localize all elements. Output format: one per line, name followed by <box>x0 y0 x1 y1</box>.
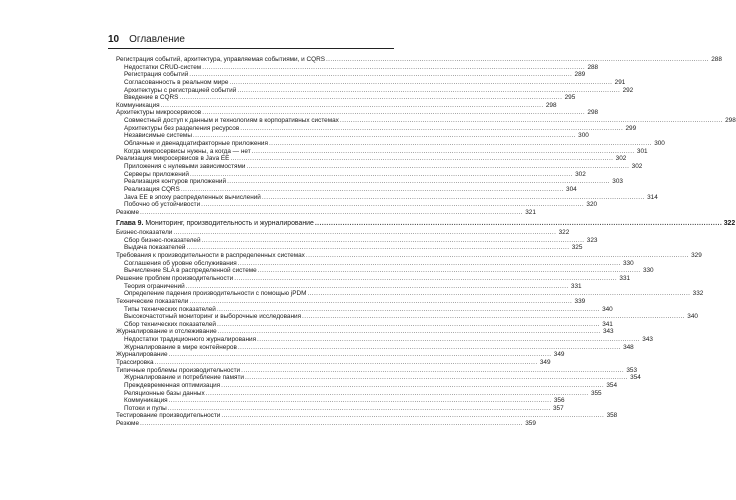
toc-page-number: 295 <box>564 94 576 102</box>
toc-page-number: 354 <box>630 374 641 382</box>
dot-leader <box>269 140 652 148</box>
toc-entry-title: Выдача показателей <box>124 244 186 252</box>
toc-entry-title: Трассировка <box>116 358 154 366</box>
toc-entry-title: Введение в CQRS <box>124 94 179 102</box>
header-rule <box>108 48 394 49</box>
toc-entry <box>116 343 634 352</box>
dot-leader <box>206 390 589 398</box>
toc-entry <box>116 389 602 398</box>
toc-page-number: 357 <box>552 404 564 412</box>
dot-leader <box>257 336 640 344</box>
toc-page-number: 300 <box>578 132 589 140</box>
dot-leader <box>234 275 617 283</box>
toc-entry-title: Тестирование производительности <box>116 412 221 420</box>
toc-entry-title: Согласованность в реальном мире <box>124 78 229 86</box>
toc-page-number: 300 <box>654 140 665 148</box>
toc-entry-title: Журналирование <box>116 351 168 359</box>
toc-page-number: 302 <box>575 170 586 178</box>
dot-leader <box>186 283 569 291</box>
dot-leader <box>238 260 621 268</box>
toc-entry <box>116 412 618 420</box>
toc-entry-title: Java EE в эпоху распределенных вычислений <box>124 193 261 201</box>
toc-entry-title: Недостатки CRUD-систем <box>124 63 202 71</box>
toc-entry-title: Реализация CQRS <box>124 185 180 193</box>
toc-entry-title: Журналирование в мире контейнеров <box>124 343 237 351</box>
toc-entry-title <box>116 220 314 228</box>
dot-leader <box>189 71 572 79</box>
dot-leader <box>326 56 709 64</box>
dot-leader <box>240 125 623 133</box>
dot-leader <box>202 237 585 245</box>
dot-leader <box>241 367 624 375</box>
chapter-label: Глава 9. <box>116 220 144 228</box>
toc-page-number: 302 <box>631 162 643 170</box>
toc-entry <box>116 274 631 283</box>
toc-entry <box>116 178 623 186</box>
toc-entry <box>116 229 570 237</box>
toc-entry <box>116 351 565 359</box>
toc-page-number: 331 <box>570 282 582 290</box>
toc-page-number: 298 <box>545 101 557 109</box>
toc-entry <box>116 117 736 125</box>
toc-entry-title: Коммуникация <box>124 397 168 405</box>
dot-leader <box>202 64 585 72</box>
dot-leader <box>161 102 544 110</box>
toc-entry-title: Решение проблем производительности <box>116 274 234 282</box>
toc-entry <box>116 208 536 217</box>
toc-page-number: 330 <box>622 259 634 267</box>
dot-leader <box>140 420 523 428</box>
chapter-title: Мониторинг, производительность и журналирование <box>143 220 314 228</box>
toc-page-number: 354 <box>606 381 618 389</box>
toc-entry <box>116 147 648 156</box>
page-number: 10 <box>108 34 120 45</box>
toc-page-number: 303 <box>612 178 623 186</box>
toc-page-number: 322 <box>723 220 736 228</box>
dot-leader <box>201 201 584 209</box>
toc-page-number: 299 <box>625 124 637 132</box>
toc-page-number: 349 <box>539 358 551 366</box>
toc-entry <box>116 313 698 321</box>
dot-leader <box>140 209 523 217</box>
dot-leader <box>245 374 628 382</box>
toc-entry <box>116 336 653 344</box>
dot-leader <box>189 298 572 306</box>
toc-page-number: 321 <box>525 208 536 216</box>
toc-entry <box>116 124 637 133</box>
toc-page-number: 320 <box>586 201 598 209</box>
toc-entry-title: Соглашения об уровне обслуживания <box>124 259 237 267</box>
toc-page-number: 341 <box>602 320 613 328</box>
toc-entry <box>116 420 536 428</box>
dot-leader <box>155 359 538 367</box>
dot-leader <box>181 186 564 194</box>
running-title: Оглавление <box>129 34 185 45</box>
toc-entry <box>116 290 704 298</box>
dot-leader <box>168 405 551 413</box>
toc-entry-title: Высокочастотный мониторинг и выборочные исследования <box>124 313 302 321</box>
toc-entry <box>116 404 564 413</box>
toc-entry-title: Регистрация событий, архитектура, управляемая событиями, и CQRS <box>116 56 325 63</box>
toc-entry <box>116 101 557 110</box>
toc-entry-title: Архитектуры без разделения ресурсов <box>124 124 240 132</box>
running-header <box>108 33 394 47</box>
toc-page-number: 339 <box>574 297 586 305</box>
toc-entry <box>116 282 582 291</box>
toc-entry-title: Журналирование и потребление памяти <box>124 374 244 382</box>
toc-entry <box>116 132 589 140</box>
dot-leader <box>315 220 722 228</box>
toc-entry-title: Приложения с нулевыми зависимостями <box>124 162 246 170</box>
toc-page-number: 301 <box>636 147 648 155</box>
dot-leader <box>221 412 604 420</box>
toc-entry <box>116 328 614 336</box>
toc-entry <box>116 320 613 329</box>
toc-page-number: 355 <box>590 389 602 397</box>
toc-entry-title: Теория ограничений <box>124 282 185 290</box>
toc-entry-title: Реализация микросервисов в Java EE <box>116 155 230 163</box>
toc-page-number: 329 <box>691 252 702 260</box>
toc-entry-title: Сбор бизнес-показателей <box>124 236 201 244</box>
toc-entry <box>116 358 551 367</box>
dot-leader <box>302 313 685 321</box>
dot-leader <box>169 397 552 405</box>
toc-page-number: 292 <box>622 86 634 94</box>
toc-entry <box>116 244 583 252</box>
toc-entry-title: Типы технических показателей <box>124 305 216 313</box>
toc-page-number: 314 <box>647 193 658 201</box>
dot-leader <box>229 79 612 87</box>
toc-entry <box>116 374 641 382</box>
toc-entry-title: Требования к производительности в распределенных системах <box>116 252 305 260</box>
toc-page-number: 298 <box>587 109 599 117</box>
toc-page-number: 331 <box>619 274 631 282</box>
dot-leader <box>218 328 601 336</box>
toc-entry <box>116 267 654 275</box>
toc-page-number: 356 <box>553 397 565 405</box>
toc-entry <box>116 86 634 95</box>
dot-leader <box>221 382 604 390</box>
toc-page-number: 353 <box>626 366 638 374</box>
dot-leader <box>186 244 569 252</box>
dot-leader <box>169 351 552 359</box>
toc-entry-title: Технические показатели <box>116 297 189 305</box>
toc-page-number: 340 <box>687 313 698 321</box>
toc-entry-title: Когда микросервисы нужны, а когда — нет <box>124 147 251 155</box>
toc-entry <box>116 109 599 117</box>
dot-leader <box>262 194 645 202</box>
dot-leader <box>258 267 641 275</box>
toc-entry-title: Резюме <box>116 420 139 428</box>
toc-entry-title: Реализация контуров приложений <box>124 178 227 186</box>
toc-chapter-entry <box>116 220 736 228</box>
dot-leader <box>179 94 562 102</box>
toc-page-number: 302 <box>615 155 627 163</box>
toc-page-number: 325 <box>571 244 583 252</box>
dot-leader <box>238 344 621 352</box>
dot-leader <box>307 290 690 298</box>
toc-entry-title: Коммуникация <box>116 101 160 109</box>
toc-entry-title: Вычисление SLA в распределенной системе <box>124 267 257 275</box>
toc-page-number: 349 <box>553 351 565 359</box>
toc-entry <box>116 201 598 209</box>
dot-leader <box>246 163 629 171</box>
toc-entry-title: Журналирование и отслеживание <box>116 328 217 336</box>
toc-page-number: 298 <box>725 117 736 125</box>
toc-entry-title: Реляционные базы данных <box>124 389 205 397</box>
table-of-contents <box>116 56 736 428</box>
toc-entry-title: Бизнес-показатели <box>116 229 173 237</box>
toc-entry <box>116 297 586 306</box>
toc-entry <box>116 252 702 260</box>
toc-entry-title: Определение падения производительности с помощью jPDM <box>124 290 307 298</box>
toc-entry <box>116 71 586 79</box>
toc-page-number: 332 <box>692 290 704 298</box>
toc-entry <box>116 185 577 194</box>
toc-entry-title: Преждевременная оптимизация <box>124 381 221 389</box>
toc-page-number: 323 <box>586 236 598 244</box>
toc-entry <box>116 56 722 64</box>
toc-page-number: 358 <box>606 412 618 420</box>
toc-entry <box>116 94 576 102</box>
toc-entry-title: Регистрация событий <box>124 71 189 79</box>
dot-leader <box>306 252 689 260</box>
toc-entry-title: Архитектуры с регистрацией событий <box>124 86 237 94</box>
toc-entry-title: Резюме <box>116 208 139 216</box>
toc-page-number: 304 <box>566 185 577 193</box>
dot-leader <box>202 109 585 117</box>
toc-page-number: 322 <box>558 229 570 237</box>
toc-page-number: 330 <box>642 267 654 275</box>
toc-page-number: 288 <box>711 56 722 63</box>
dot-leader <box>217 321 600 329</box>
toc-entry <box>116 397 565 405</box>
dot-leader <box>193 132 576 140</box>
dot-leader <box>173 229 556 237</box>
toc-entry-title: Облачные и двенадцатифакторные приложения <box>124 140 268 148</box>
toc-entry-title: Сбор технических показателей <box>124 320 216 328</box>
toc-entry-title: Серверы приложений <box>124 170 189 178</box>
toc-entry <box>116 78 626 87</box>
dot-leader <box>227 178 610 186</box>
toc-page-number: 288 <box>587 63 599 71</box>
toc-entry <box>116 162 643 171</box>
toc-entry-title: Побочно об устойчивости <box>124 201 201 209</box>
dot-leader <box>252 148 635 156</box>
dot-leader <box>340 117 723 125</box>
toc-page-number: 359 <box>525 420 536 428</box>
toc-entry <box>116 155 627 163</box>
toc-entry-title: Архитектуры микросервисов <box>116 109 202 117</box>
toc-entry-title: Независимые системы <box>124 132 192 140</box>
dot-leader <box>230 155 613 163</box>
dot-leader <box>237 87 620 95</box>
dot-leader <box>217 306 600 314</box>
toc-page-number: 289 <box>574 71 586 79</box>
toc-entry-title: Потоки и пулы <box>124 404 167 412</box>
toc-page-number: 291 <box>614 78 626 86</box>
toc-page-number: 343 <box>602 328 614 336</box>
toc-entry-title: Типичные проблемы производительности <box>116 366 241 374</box>
toc-page-number: 348 <box>623 343 634 351</box>
toc-entry-title: Недостатки традиционного журналирования <box>124 336 257 344</box>
toc-entry <box>116 140 665 148</box>
toc-page-number: 340 <box>602 305 613 313</box>
toc-entry <box>116 381 618 390</box>
dot-leader <box>190 171 573 179</box>
toc-page-number: 343 <box>642 336 653 344</box>
toc-entry <box>116 305 613 314</box>
toc-entry-title: Совместный доступ к данным и технологиям в корпоративных системах <box>124 117 339 125</box>
